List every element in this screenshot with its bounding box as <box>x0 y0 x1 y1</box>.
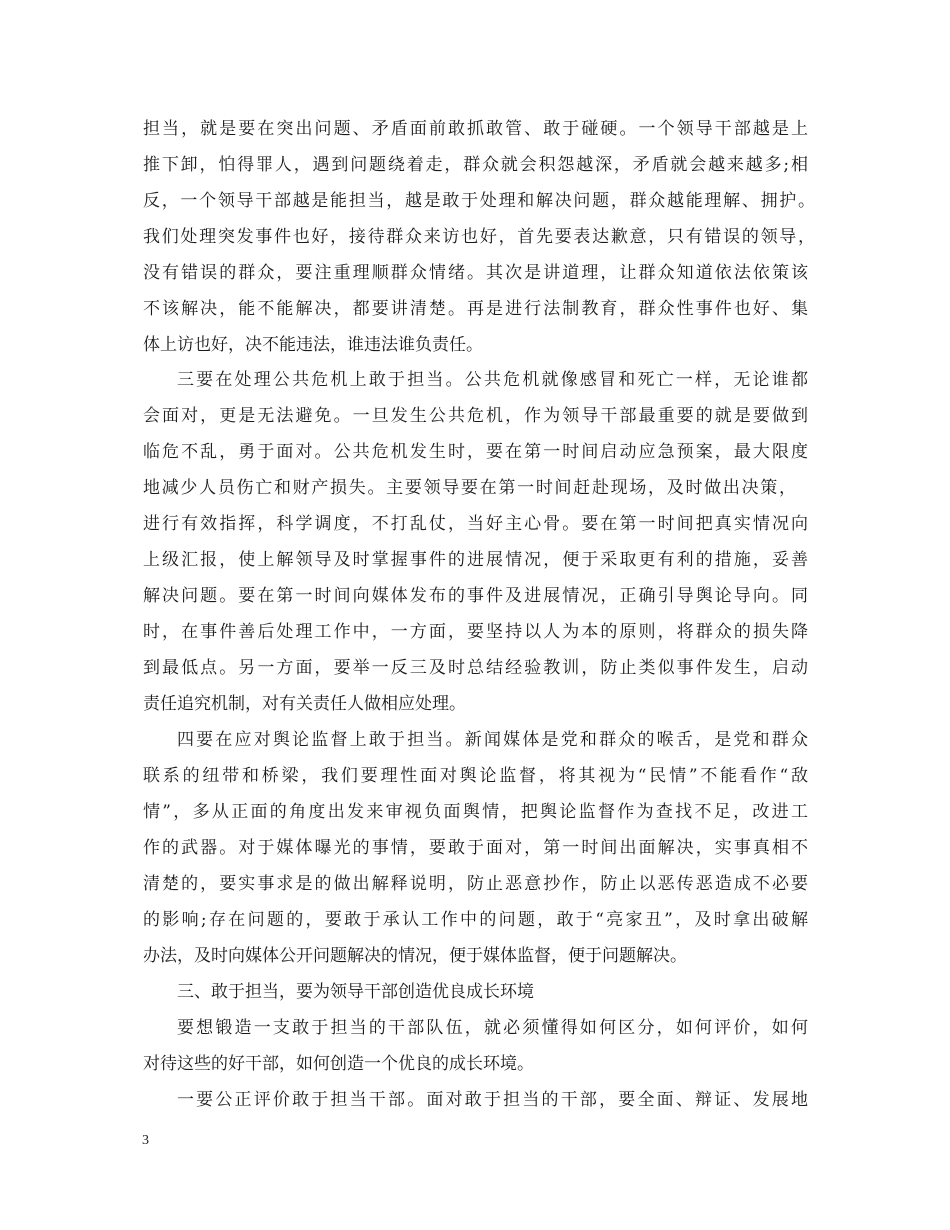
text-line: 解决问题。要在第一时间向媒体发布的事件及进展情况，正确引导舆论导向。同 <box>143 586 808 606</box>
text-line: 反，一个领导干部越是能担当，越是敢于处理和解决问题，群众越能理解、拥护。 <box>143 191 815 211</box>
text-line: 一要公正评价敢于担当干部。面对敢于担当的干部，要全面、辩证、发展地 <box>177 1090 808 1110</box>
text-line: 四要在应对舆论监督上敢于担当。新闻媒体是党和群众的喉舌，是党和群众 <box>177 730 808 750</box>
text-line: 联系的纽带和桥梁，我们要理性面对舆论监督，将其视为“民情”不能看作“敌 <box>143 766 808 786</box>
text-line: 担当，就是要在突出问题、矛盾面前敢抓敢管、敢于碰硬。一个领导干部越是上 <box>143 119 808 139</box>
text-line: 情”，多从正面的角度出发来审视负面舆情，把舆论监督作为查找不足，改进工 <box>143 802 808 822</box>
text-line: 没有错误的群众，要注重理顺群众情绪。其次是讲道理，让群众知道依法依策该 <box>143 263 808 283</box>
text-line: 推下卸，怕得罪人，遇到问题绕着走，群众就会积怨越深，矛盾就会越来越多;相 <box>143 155 808 175</box>
text-line: 清楚的，要实事求是的做出解释说明，防止恶意抄作，防止以恶传恶造成不必要 <box>143 874 808 894</box>
text-line: 到最低点。另一方面，要举一反三及时总结经验教训，防止类似事件发生，启动 <box>143 658 808 678</box>
text-line: 三、敢于担当，要为领导干部创造优良成长环境 <box>177 982 534 1002</box>
text-line: 办法，及时向媒体公开问题解决的情况，便于媒体监督，便于问题解决。 <box>143 946 687 966</box>
text-line: 上级汇报，使上解领导及时掌握事件的进展情况，便于采取更有利的措施，妥善 <box>143 550 808 570</box>
text-line: 体上访也好，决不能违法，谁违法谁负责任。 <box>143 335 483 355</box>
text-line: 三要在处理公共危机上敢于担当。公共危机就像感冒和死亡一样，无论谁都 <box>177 370 808 390</box>
text-line: 作的武器。对于媒体曝光的事情，要敢于面对，第一时间出面解决，实事真相不 <box>143 838 808 858</box>
text-line: 时，在事件善后处理工作中，一方面，要坚持以人为本的原则，将群众的损失降 <box>143 622 808 642</box>
text-line: 对待这些的好干部，如何创造一个优良的成长环境。 <box>143 1054 534 1074</box>
text-line: 会面对，更是无法避免。一旦发生公共危机，作为领导干部最重要的就是要做到 <box>143 406 808 426</box>
text-line: 责任追究机制，对有关责任人做相应处理。 <box>143 694 466 714</box>
text-line: 地减少人员伤亡和财产损失。主要领导要在第一时间赶赴现场，及时做出决策， <box>143 478 796 498</box>
text-line: 我们处理突发事件也好，接待群众来访也好，首先要表达歉意，只有错误的领导， <box>143 227 815 247</box>
text-line: 不该解决，能不能解决，都要讲清楚。再是进行法制教育，群众性事件也好、集 <box>143 299 808 319</box>
text-line: 的影响;存在问题的，要敢于承认工作中的问题，敢于“亮家丑”，及时拿出破解 <box>143 910 808 930</box>
page-number: 3 <box>142 1133 149 1148</box>
text-line: 要想锻造一支敢于担当的干部队伍，就必须懂得如何区分，如何评价，如何 <box>177 1018 808 1038</box>
text-line: 进行有效指挥，科学调度，不打乱仗，当好主心骨。要在第一时间把真实情况向 <box>143 514 808 534</box>
text-line: 临危不乱，勇于面对。公共危机发生时，要在第一时间启动应急预案，最大限度 <box>143 442 808 462</box>
